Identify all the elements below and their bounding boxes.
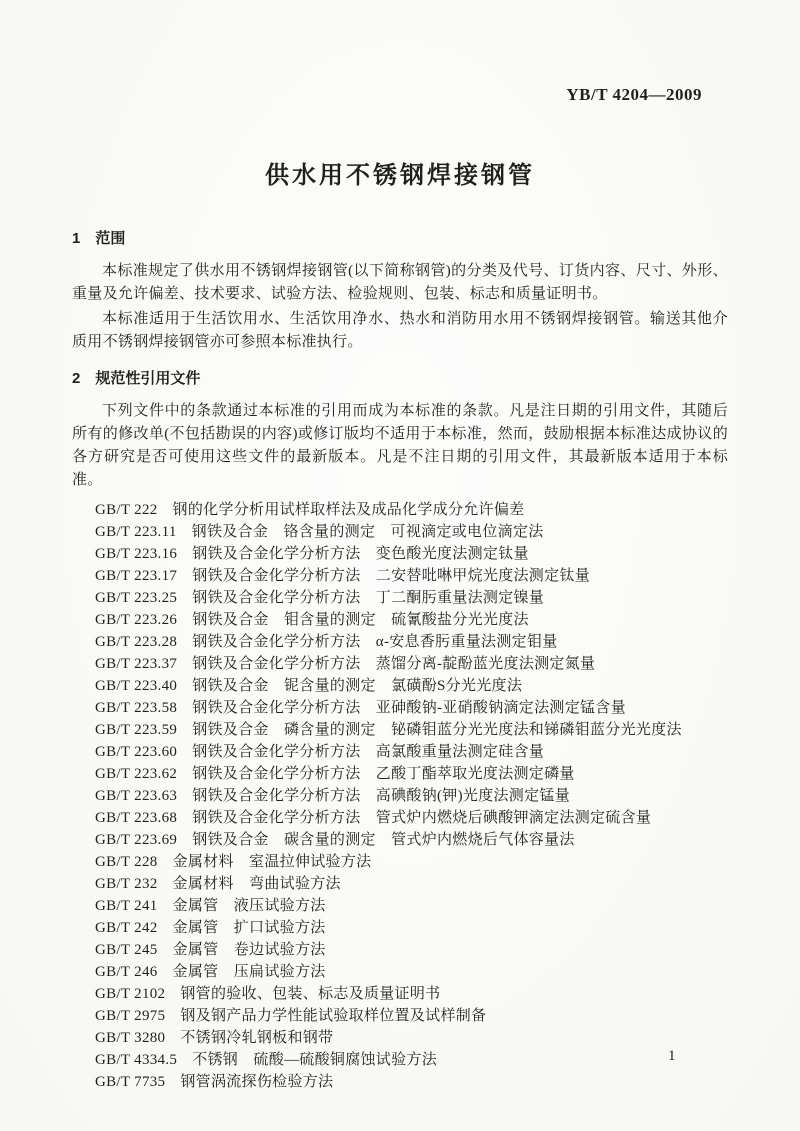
reference-title: 钢铁及合金化学分析方法 蒸馏分离-靛酚蓝光度法测定氮量 <box>192 656 596 672</box>
reference-code: GB/T 223.16 <box>95 546 178 562</box>
reference-title: 钢铁及合金化学分析方法 乙酸丁酯萃取光度法测定磷量 <box>192 766 575 782</box>
reference-code: GB/T 223.60 <box>95 744 178 760</box>
reference-title: 金属管 卷边试验方法 <box>172 942 326 958</box>
section-2-heading <box>72 369 728 389</box>
reference-title: 钢铁及合金 铌含量的测定 氯磺酚S分光光度法 <box>192 678 523 694</box>
reference-item <box>72 499 728 521</box>
reference-title: 钢铁及合金 钼含量的测定 硫氰酸盐分光光度法 <box>192 612 529 628</box>
reference-item <box>72 697 728 719</box>
reference-title: 不锈钢 硫酸—硫酸铜腐蚀试验方法 <box>192 1052 438 1068</box>
reference-item <box>72 653 728 675</box>
reference-title: 钢铁及合金化学分析方法 管式炉内燃烧后碘酸钾滴定法测定硫含量 <box>192 810 652 826</box>
reference-title: 钢的化学分析用试样取样法及成品化学成分允许偏差 <box>172 502 525 518</box>
reference-code: GB/T 223.58 <box>95 700 178 716</box>
reference-item <box>72 565 728 587</box>
reference-item <box>72 719 728 741</box>
reference-title: 金属管 扩口试验方法 <box>172 920 326 936</box>
reference-code: GB/T 223.37 <box>95 656 178 672</box>
reference-item <box>72 1049 728 1071</box>
section-1-heading <box>72 229 728 249</box>
reference-item <box>72 851 728 873</box>
section-2-paragraph-1: 下列文件中的条款通过本标准的引用而成为本标准的条款。凡是注日期的引用文件，其随后所有的修改单(不包括勘误的内容)或修订版均不适用于本标准，然而，鼓励根据本标准达成协议的各方研究是否可使用这些文件的最新版本。凡是不注日期的引用文件，其最新版本适用于本标准。 <box>72 403 728 488</box>
reference-code: GB/T 223.62 <box>95 766 178 782</box>
reference-code: GB/T 2102 <box>95 986 166 1002</box>
section-2-number: 2 <box>72 370 81 387</box>
reference-code: GB/T 223.11 <box>95 524 177 540</box>
reference-title: 钢及钢产品力学性能试验取样位置及试样制备 <box>180 1008 487 1024</box>
reference-item <box>72 1005 728 1027</box>
reference-title: 钢铁及合金化学分析方法 高碘酸钠(钾)光度法测定锰量 <box>192 788 570 804</box>
reference-code: GB/T 223.28 <box>95 634 178 650</box>
reference-item <box>72 1027 728 1049</box>
reference-code: GB/T 242 <box>95 920 158 936</box>
reference-item <box>72 675 728 697</box>
reference-item <box>72 873 728 895</box>
reference-code: GB/T 2975 <box>95 1008 166 1024</box>
section-1-paragraph-1: 本标准规定了供水用不锈钢焊接钢管(以下简称钢管)的分类及代号、订货内容、尺寸、外形、重量及允许偏差、技术要求、试验方法、检验规则、包装、标志和质量证明书。 <box>72 263 728 302</box>
reference-item <box>72 895 728 917</box>
reference-title: 金属材料 弯曲试验方法 <box>172 876 341 892</box>
reference-code: GB/T 222 <box>95 502 158 518</box>
reference-title: 钢铁及合金化学分析方法 变色酸光度法测定钛量 <box>192 546 529 562</box>
section-1-title: 范围 <box>95 230 126 247</box>
reference-item <box>72 917 728 939</box>
reference-title: 金属管 液压试验方法 <box>172 898 326 914</box>
reference-code: GB/T 223.40 <box>95 678 178 694</box>
reference-title: 不锈钢冷轧钢板和钢带 <box>180 1030 334 1046</box>
section-2-title: 规范性引用文件 <box>95 370 201 387</box>
reference-title: 钢铁及合金 碳含量的测定 管式炉内燃烧后气体容量法 <box>192 832 575 848</box>
reference-item <box>72 939 728 961</box>
reference-code: GB/T 228 <box>95 854 158 870</box>
reference-code: GB/T 232 <box>95 876 158 892</box>
reference-title: 钢铁及合金化学分析方法 二安替吡啉甲烷光度法测定钛量 <box>192 568 591 584</box>
reference-item <box>72 983 728 1005</box>
reference-title: 金属管 压扁试验方法 <box>172 964 326 980</box>
reference-title: 金属材料 室温拉伸试验方法 <box>172 854 372 870</box>
reference-code: GB/T 7735 <box>95 1074 166 1090</box>
reference-item <box>72 807 728 829</box>
reference-item <box>72 631 728 653</box>
reference-item <box>72 609 728 631</box>
reference-item <box>72 763 728 785</box>
reference-code: GB/T 223.59 <box>95 722 178 738</box>
standard-code: YB/T 4204—2009 <box>566 85 702 104</box>
reference-title: 钢铁及合金 磷含量的测定 铋磷钼蓝分光光度法和锑磷钼蓝分光光度法 <box>192 722 682 738</box>
reference-code: GB/T 223.17 <box>95 568 178 584</box>
reference-item <box>72 543 728 565</box>
reference-code: GB/T 3280 <box>95 1030 166 1046</box>
reference-code: GB/T 223.63 <box>95 788 178 804</box>
reference-item <box>72 1071 728 1093</box>
reference-title: 钢铁及合金化学分析方法 丁二酮肟重量法测定镍量 <box>192 590 545 606</box>
reference-code: GB/T 246 <box>95 964 158 980</box>
reference-item <box>72 961 728 983</box>
document-title: 供水用不锈钢焊接钢管 <box>265 162 535 189</box>
reference-code: GB/T 223.25 <box>95 590 178 606</box>
reference-code: GB/T 223.69 <box>95 832 178 848</box>
reference-title: 钢铁及合金 铬含量的测定 可视滴定或电位滴定法 <box>191 524 544 540</box>
reference-code: GB/T 4334.5 <box>95 1052 178 1068</box>
references-list <box>72 499 728 1093</box>
reference-item <box>72 741 728 763</box>
section-1-paragraph-2: 本标准适用于生活饮用水、生活饮用净水、热水和消防用水用不锈钢焊接钢管。输送其他介质用不锈钢焊接钢管亦可参照本标准执行。 <box>72 311 728 350</box>
page-number: 1 <box>668 1048 676 1064</box>
reference-item <box>72 587 728 609</box>
reference-title: 钢管涡流探伤检验方法 <box>180 1074 334 1090</box>
reference-code: GB/T 223.68 <box>95 810 178 826</box>
reference-title: 钢铁及合金化学分析方法 高氯酸重量法测定硅含量 <box>192 744 545 760</box>
section-1-number: 1 <box>72 230 81 247</box>
reference-title: 钢铁及合金化学分析方法 亚砷酸钠-亚硝酸钠滴定法测定锰含量 <box>192 700 626 716</box>
reference-item <box>72 829 728 851</box>
reference-item <box>72 785 728 807</box>
reference-title: 钢铁及合金化学分析方法 α-安息香肟重量法测定钼量 <box>192 634 558 650</box>
reference-code: GB/T 245 <box>95 942 158 958</box>
reference-code: GB/T 241 <box>95 898 158 914</box>
reference-item <box>72 521 728 543</box>
reference-title: 钢管的验收、包装、标志及质量证明书 <box>180 986 441 1002</box>
reference-code: GB/T 223.26 <box>95 612 178 628</box>
